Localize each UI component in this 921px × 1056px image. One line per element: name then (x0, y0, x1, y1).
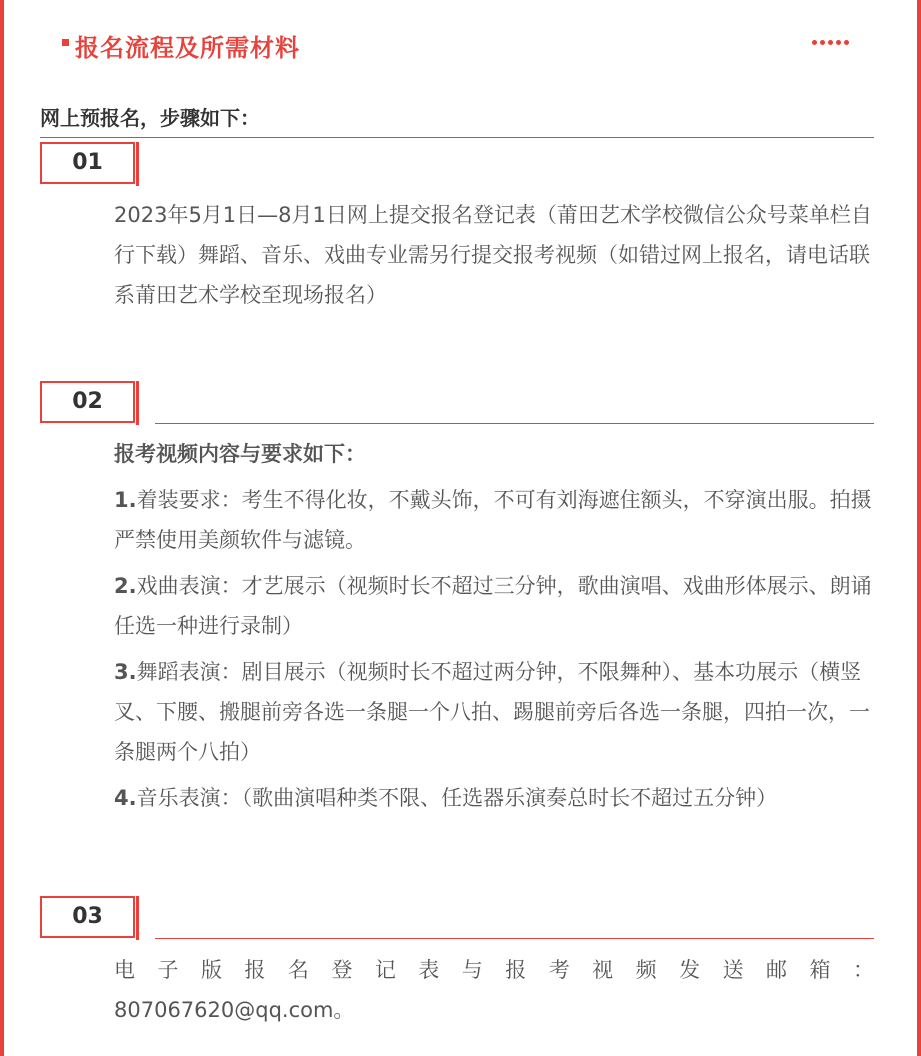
divider (40, 137, 874, 138)
item-number: 2. (114, 574, 137, 598)
item-text: 戏曲表演：才艺展示（视频时长不超过三分钟，歌曲演唱、戏曲形体展示、朗诵任选一种进行录制） (114, 574, 872, 638)
email-address: 807067620@qq.com。 (114, 998, 355, 1022)
list-item (114, 480, 874, 560)
title-bullet-icon (62, 39, 69, 46)
item-number: 4. (114, 786, 137, 810)
divider (155, 423, 874, 424)
intro-heading: 网上预报名，步骤如下： (40, 106, 260, 130)
step-number-01: 01 (40, 142, 135, 184)
step-02-heading: 报考视频内容与要求如下： (114, 442, 366, 466)
item-text: 音乐表演：（歌曲演唱种类不限、任选器乐演奏总时长不超过五分钟） (136, 786, 778, 810)
email-label: 电子版报名登记表与报考视频发送邮箱： (114, 958, 874, 982)
list-item (114, 566, 874, 646)
item-number: 3. (114, 660, 137, 684)
section-title (62, 28, 300, 63)
step-01-text: 2023年5月1日—8月1日网上提交报名登记表（莆田艺术学校微信公众号菜单栏自行下载）舞蹈、音乐、戏曲专业需另行提交报考视频（如错过网上报名，请电话联系莆田艺术学校至现场报名） (114, 203, 872, 307)
section-title-text: 报名流程及所需材料 (75, 34, 300, 62)
list-item (114, 778, 874, 818)
step-03-text (114, 950, 874, 1030)
item-number: 1. (114, 488, 137, 512)
item-text: 舞蹈表演：剧目展示（视频时长不超过两分钟，不限舞种）、基本功展示（横竖叉、下腰、搬腿前旁各选一条腿一个八拍、踢腿前旁后各选一条腿，四拍一次，一条腿两个八拍） (114, 660, 870, 764)
step-number-03: 03 (40, 896, 135, 938)
item-text: 着装要求：考生不得化妆，不戴头饰，不可有刘海遮住额头，不穿演出服。拍摄严禁使用美颜软件与滤镜。 (114, 488, 872, 552)
step-number-02: 02 (40, 381, 135, 423)
step-02-content (114, 434, 874, 818)
dots-icon (812, 40, 849, 45)
divider (155, 938, 874, 939)
list-item (114, 652, 874, 772)
